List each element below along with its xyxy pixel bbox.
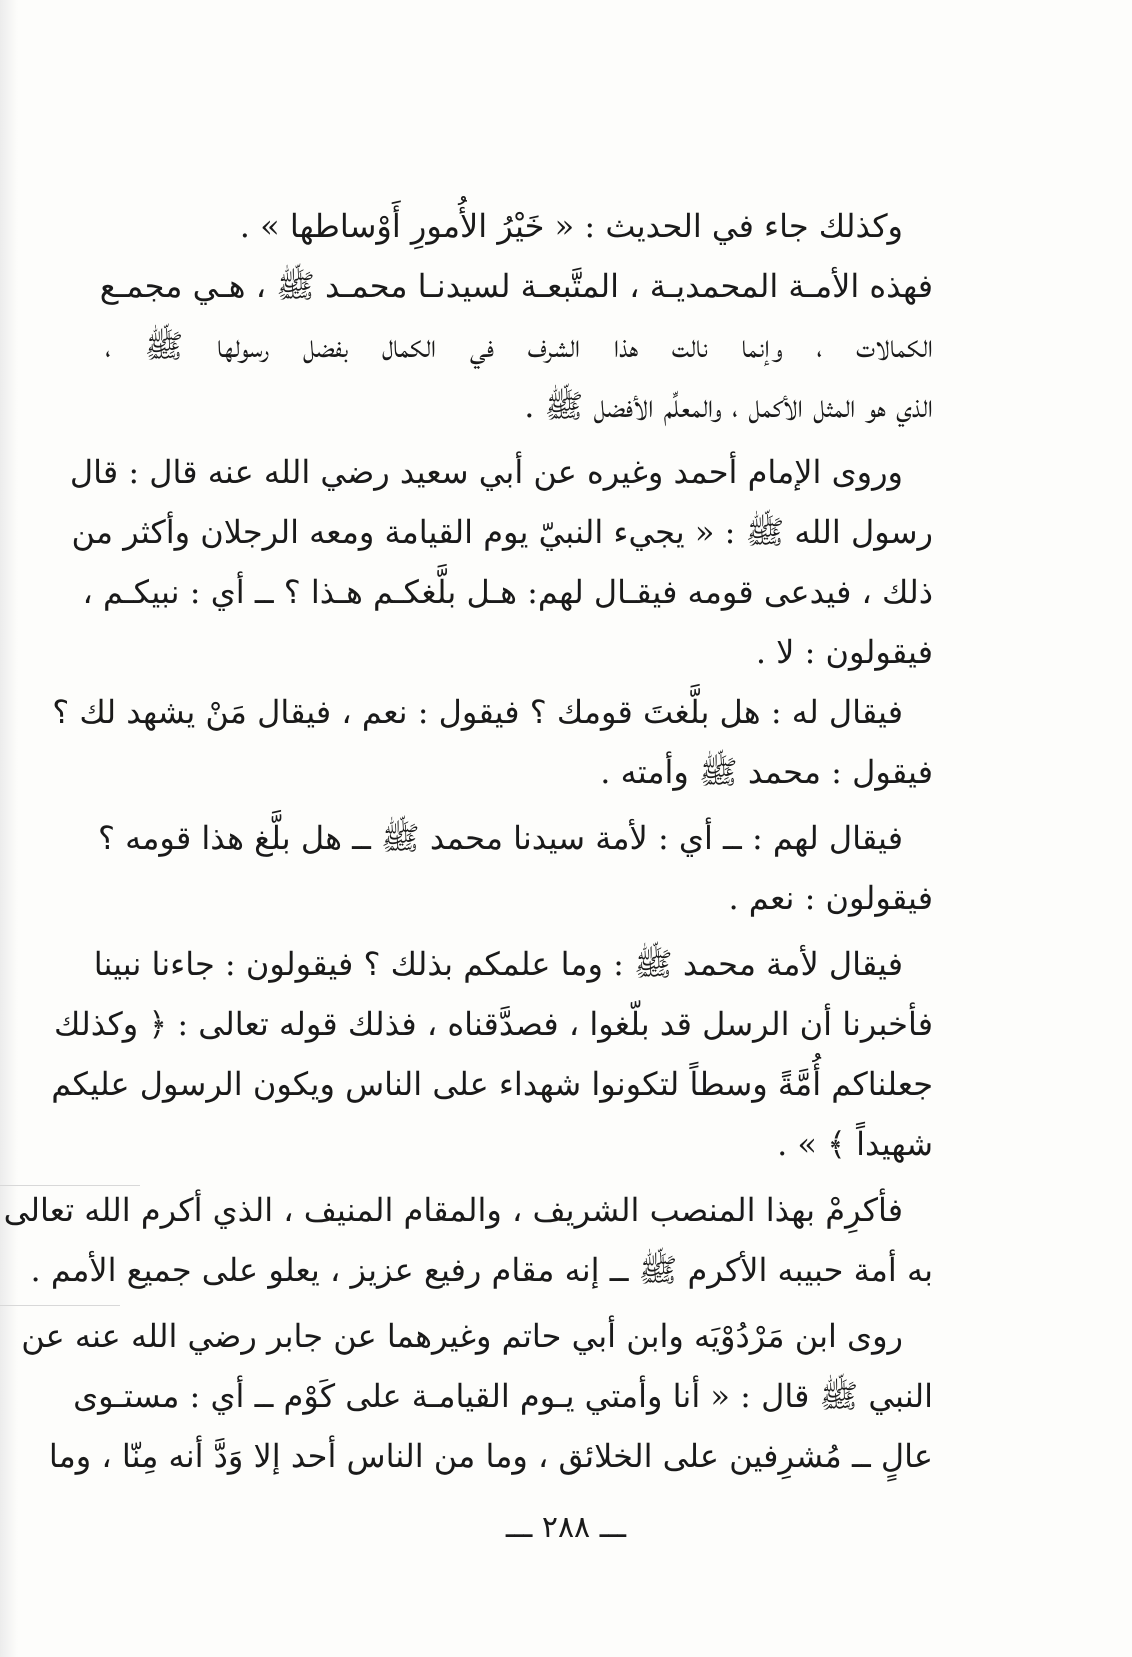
- text-line: فهذه الأمـة المحمديـة ، المتَّبعـة لسيدنـا محمـد ﷺ ، هـي مجمـع: [99, 267, 933, 305]
- text-line: شهيداً ﴾ » .: [777, 1125, 933, 1163]
- text-line: روى ابن مَرْدُوْيَه وابن أبي حاتم وغيرهما عن جابر رضي الله عنه عن: [21, 1317, 903, 1355]
- text-line: فيقال لأمة محمد ﷺ : وما علمكم بذلك ؟ فيقولون : جاءنا نبينا: [93, 945, 903, 983]
- text-line: فيقولون : لا .: [755, 633, 933, 671]
- scan-edge-shadow: [0, 0, 18, 1657]
- text-line: فأكرِمْ بهذا المنصب الشريف ، والمقام المنيف ، الذي أكرم الله تعالى: [3, 1191, 903, 1229]
- page-number: ـــ ٢٨٨ ـــ: [505, 1510, 627, 1545]
- text-line: به أمة حبيبه الأكرم ﷺ ــ إنه مقام رفيع عزيز ، يعلو على جميع الأمم .: [30, 1251, 933, 1289]
- text-line: فيقال لهم : ــ أي : لأمة سيدنا محمد ﷺ ــ هل بلَّغ هذا قومه ؟: [97, 819, 903, 857]
- text-line: رسول الله ﷺ : « يجيء النبيّ يوم القيامة ومعه الرجلان وأكثر من: [71, 513, 933, 551]
- text-line: الذي هو المثل الأكمل ، والمعلِّم الأفضل ﷺ .: [524, 387, 933, 425]
- text-line: النبي ﷺ قال : « أنا وأمتي يـوم القيامـة على كَوْم ــ أي : مستـوى: [73, 1377, 933, 1415]
- page-text: [3, 196, 934, 1486]
- text-line: فيقولون : نعم .: [728, 879, 933, 917]
- text-line: فأخبرنا أن الرسل قد بلّغوا ، فصدَّقناه ، فذلك قوله تعالى : ﴿ وكذلك: [54, 1005, 933, 1043]
- text-line: جعلناكم أُمَّةً وسطاً لتكونوا شهداء على الناس ويكون الرسول عليكم: [51, 1065, 933, 1103]
- text-line: ذلك ، فيدعى قومه فيقـال لهم: هـل بلَّغكـم هـذا ؟ ــ أي : نبيكـم ،: [82, 573, 933, 611]
- text-line: وكذلك جاء في الحديث : « خَيْرُ الأُمورِ أَوْساطها » .: [239, 207, 903, 245]
- text-line: فيقال له : هل بلَّغتَ قومك ؟ فيقول : نعم ، فيقال مَنْ يشهد لك ؟: [52, 693, 903, 731]
- text-line: الكمالات ، وإنما نالت هذا الشرف في الكمال بفضل رسولها ﷺ ،: [105, 327, 934, 365]
- text-line: عالٍ ــ مُشرِفين على الخلائق ، وما من الناس أحد إلا وَدَّ أنه مِنّا ، وما: [48, 1437, 933, 1475]
- text-line: وروى الإمام أحمد وغيره عن أبي سعيد رضي الله عنه قال : قال: [69, 453, 903, 491]
- text-line: فيقول : محمد ﷺ وأمته .: [600, 753, 933, 791]
